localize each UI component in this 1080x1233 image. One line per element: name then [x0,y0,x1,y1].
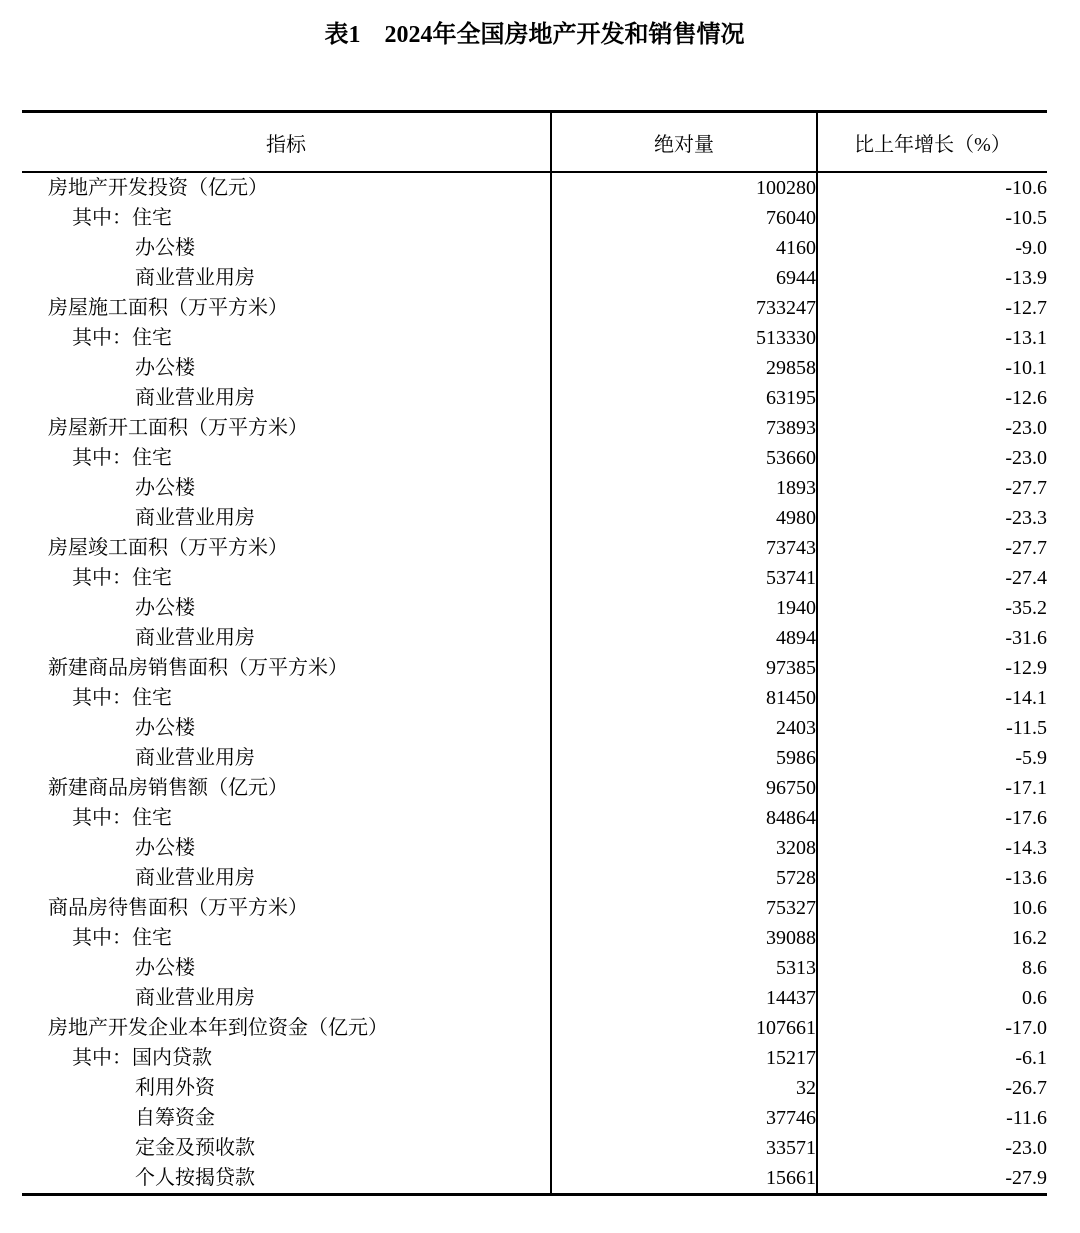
table-row [22,1163,1047,1195]
row-absolute-value: 81450 [551,683,817,713]
table-row [22,1073,1047,1103]
page-title: 表1 2024年全国房地产开发和销售情况 [324,22,745,48]
table-row [22,833,1047,863]
row-indicator-label: 办公楼 [135,357,195,379]
row-indicator-label: 办公楼 [135,837,195,859]
row-indicator-label: 房屋竣工面积（万平方米） [48,537,288,559]
row-absolute-value: 6944 [551,263,817,293]
row-absolute-value: 97385 [551,653,817,683]
row-indicator-label: 定金及预收款 [135,1137,255,1159]
table-row [22,293,1047,323]
table-row [22,863,1047,893]
table-row [22,203,1047,233]
table-row [22,653,1047,683]
row-indicator-label: 商业营业用房 [135,867,255,889]
row-growth-value: -12.6 [817,383,1047,413]
row-growth-value: -35.2 [817,593,1047,623]
row-absolute-value: 15661 [551,1163,817,1195]
row-growth-value: -23.3 [817,503,1047,533]
row-absolute-value: 96750 [551,773,817,803]
row-growth-value: -10.1 [817,353,1047,383]
row-absolute-value: 63195 [551,383,817,413]
row-absolute-value: 32 [551,1073,817,1103]
row-growth-value: -27.9 [817,1163,1047,1195]
table-row [22,233,1047,263]
row-indicator-label: 其中：住宅 [72,927,172,949]
row-absolute-value: 4160 [551,233,817,263]
row-indicator-label: 房屋新开工面积（万平方米） [48,417,308,439]
table-row [22,893,1047,923]
row-growth-value: 0.6 [817,983,1047,1013]
table-row [22,1043,1047,1073]
row-indicator-label: 房地产开发企业本年到位资金（亿元） [48,1017,388,1039]
table-row [22,413,1047,443]
row-absolute-value: 2403 [551,713,817,743]
row-growth-value: -23.0 [817,443,1047,473]
row-indicator-label: 其中：住宅 [72,327,172,349]
table-row [22,473,1047,503]
row-indicator-label: 商业营业用房 [135,987,255,1009]
row-growth-value: -11.5 [817,713,1047,743]
table-row [22,743,1047,773]
table-row [22,1013,1047,1043]
row-indicator-label: 其中：住宅 [72,567,172,589]
row-growth-value: -6.1 [817,1043,1047,1073]
row-growth-value: -13.1 [817,323,1047,353]
row-absolute-value: 76040 [551,203,817,233]
row-growth-value: -12.7 [817,293,1047,323]
table-row [22,443,1047,473]
row-indicator-label: 商业营业用房 [135,747,255,769]
row-absolute-value: 14437 [551,983,817,1013]
row-growth-value: -17.1 [817,773,1047,803]
row-indicator-label: 利用外资 [135,1077,215,1099]
row-growth-value: -12.9 [817,653,1047,683]
row-absolute-value: 73743 [551,533,817,563]
row-growth-value: -26.7 [817,1073,1047,1103]
table-row [22,383,1047,413]
row-absolute-value: 75327 [551,893,817,923]
row-indicator-label: 个人按揭贷款 [135,1167,255,1189]
row-absolute-value: 73893 [551,413,817,443]
row-absolute-value: 5313 [551,953,817,983]
table-row [22,172,1047,203]
row-indicator-label: 自筹资金 [135,1107,215,1129]
row-growth-value: -9.0 [817,233,1047,263]
row-growth-value: -23.0 [817,413,1047,443]
column-header-indicator: 指标 [22,112,551,173]
header-row [22,112,1047,173]
column-header-yoy-growth: 比上年增长（%） [817,112,1047,173]
row-absolute-value: 107661 [551,1013,817,1043]
row-absolute-value: 15217 [551,1043,817,1073]
row-growth-value: -14.1 [817,683,1047,713]
row-absolute-value: 84864 [551,803,817,833]
table-row [22,953,1047,983]
row-growth-value: -31.6 [817,623,1047,653]
table-row [22,683,1047,713]
table-row [22,593,1047,623]
row-indicator-label: 其中：住宅 [72,687,172,709]
row-indicator-label: 其中：住宅 [72,447,172,469]
row-absolute-value: 100280 [551,172,817,203]
row-growth-value: -27.4 [817,563,1047,593]
row-growth-value: -10.6 [817,172,1047,203]
table-row [22,623,1047,653]
row-absolute-value: 1940 [551,593,817,623]
row-growth-value: -10.5 [817,203,1047,233]
table-header [22,112,1047,173]
table-row [22,263,1047,293]
table-row [22,803,1047,833]
row-growth-value: 10.6 [817,893,1047,923]
row-indicator-label: 商业营业用房 [135,387,255,409]
row-growth-value: -23.0 [817,1133,1047,1163]
row-indicator-label: 办公楼 [135,597,195,619]
row-absolute-value: 53660 [551,443,817,473]
row-absolute-value: 5728 [551,863,817,893]
row-indicator-label: 办公楼 [135,237,195,259]
row-absolute-value: 733247 [551,293,817,323]
row-indicator-label: 房地产开发投资（亿元） [48,177,268,199]
row-indicator-label: 商品房待售面积（万平方米） [48,897,308,919]
row-indicator-label: 商业营业用房 [135,627,255,649]
row-absolute-value: 33571 [551,1133,817,1163]
row-growth-value: -13.6 [817,863,1047,893]
row-absolute-value: 5986 [551,743,817,773]
row-growth-value: -17.0 [817,1013,1047,1043]
row-indicator-label: 商业营业用房 [135,267,255,289]
column-header-absolute-amount: 绝对量 [551,112,817,173]
table-row [22,503,1047,533]
table-row [22,563,1047,593]
row-growth-value: -27.7 [817,473,1047,503]
row-growth-value: -17.6 [817,803,1047,833]
row-indicator-label: 房屋施工面积（万平方米） [48,297,288,319]
row-growth-value: -27.7 [817,533,1047,563]
row-growth-value: -13.9 [817,263,1047,293]
table-row [22,1133,1047,1163]
row-indicator-label: 办公楼 [135,957,195,979]
row-indicator-label: 新建商品房销售面积（万平方米） [48,657,348,679]
row-indicator-label: 其中：国内贷款 [72,1047,212,1069]
row-absolute-value: 1893 [551,473,817,503]
table-row [22,923,1047,953]
row-absolute-value: 29858 [551,353,817,383]
row-indicator-label: 商业营业用房 [135,507,255,529]
table-body [22,172,1047,1195]
row-growth-value: 16.2 [817,923,1047,953]
row-absolute-value: 3208 [551,833,817,863]
table-row [22,353,1047,383]
table-row [22,533,1047,563]
table-row [22,773,1047,803]
row-growth-value: 8.6 [817,953,1047,983]
row-absolute-value: 513330 [551,323,817,353]
row-absolute-value: 4980 [551,503,817,533]
table-row [22,1103,1047,1133]
table-row [22,323,1047,353]
row-indicator-label: 办公楼 [135,717,195,739]
table-row [22,983,1047,1013]
row-absolute-value: 39088 [551,923,817,953]
row-indicator-label: 其中：住宅 [72,807,172,829]
table-row [22,713,1047,743]
row-absolute-value: 4894 [551,623,817,653]
row-growth-value: -14.3 [817,833,1047,863]
row-indicator-label: 办公楼 [135,477,195,499]
statistics-table [22,110,1047,1196]
row-growth-value: -11.6 [817,1103,1047,1133]
row-growth-value: -5.9 [817,743,1047,773]
row-absolute-value: 53741 [551,563,817,593]
row-absolute-value: 37746 [551,1103,817,1133]
row-indicator-label: 新建商品房销售额（亿元） [48,777,288,799]
row-indicator-label: 其中：住宅 [72,207,172,229]
